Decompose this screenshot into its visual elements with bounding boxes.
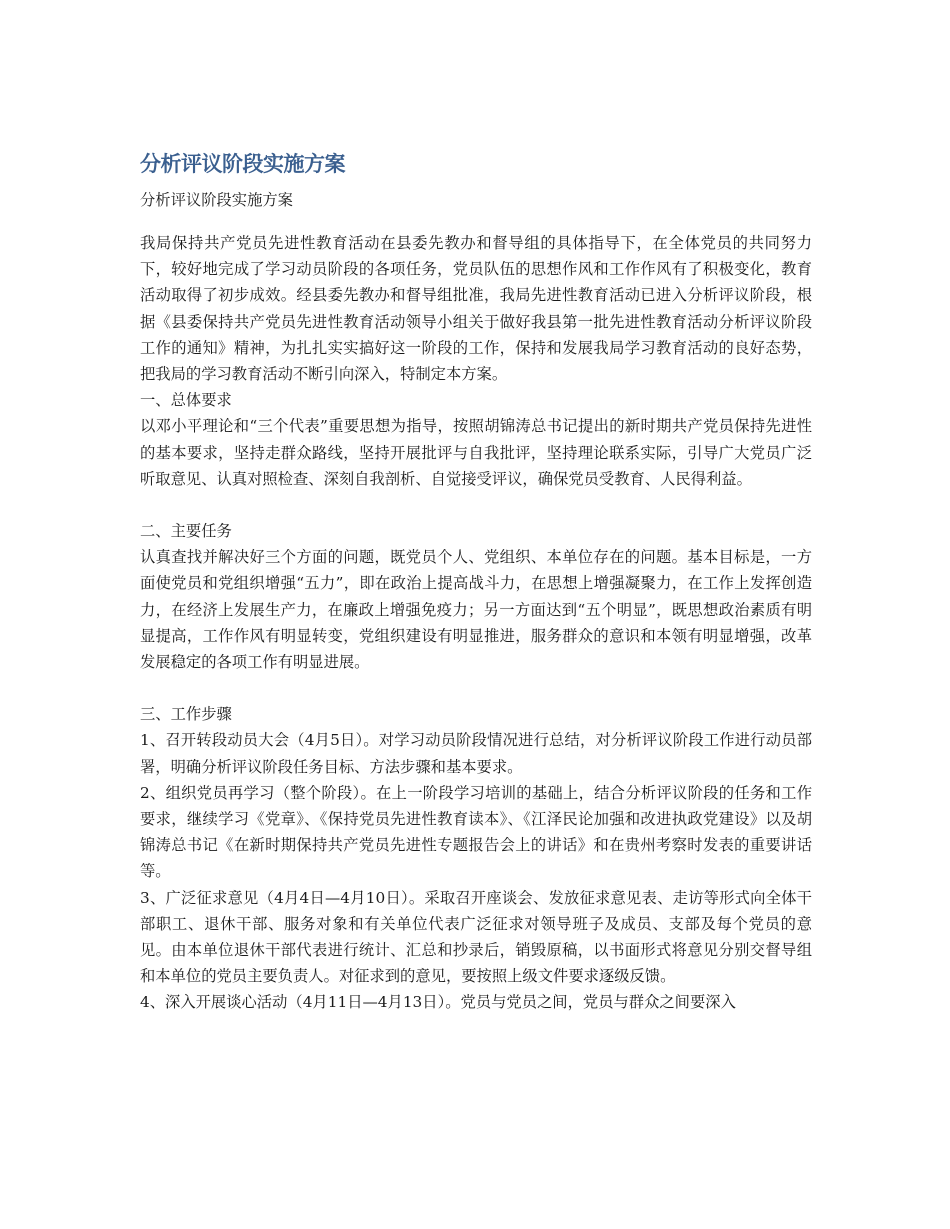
work-step-item: 3、广泛征求意见（4月4日—4月10日）。采取召开座谈会、发放征求意见表、走访等形式向全体干部职工、退休干部、服务对象和有关单位代表广泛征求对领导班子及成员、支部及每个党员的意见。由本单位退休干部代表进行统计、汇总和抄录后，销毁原稿，以书面形式将意见分别交督导组和本单位的党员主要负责人。对征求到的意见，要按照上级文件要求逐级反馈。 [140,888,812,986]
section-heading-work-steps: 三、工作步骤 [140,705,232,724]
paragraph-spacer [140,675,812,701]
work-step-item: 4、深入开展谈心活动（4月11日—4月13日）。党员与党员之间，党员与群众之间要深入 [140,993,736,1012]
intro-paragraph: 我局保持共产党员先进性教育活动在县委先教办和督导组的具体指导下，在全体党员的共同努力下，较好地完成了学习动员阶段的各项任务，党员队伍的思想作风和工作作风有了积极变化，教育活动取得了初步成效。经县委先教办和督导组批准，我局先进性教育活动已进入分析评议阶段，根据《县委保持共产党员先进性教育活动领导小组关于做好我县第一批先进性教育活动分析评议阶段工作的通知》精神，为扎扎实实搞好这一阶段的工作，保持和发展我局学习教育活动的良好态势，把我局的学习教育活动不断引向深入，特制定本方案。 [140,234,812,384]
document-subtitle: 分析评议阶段实施方案 [140,191,293,209]
section-heading-general-requirements: 一、总体要求 [140,391,232,410]
work-step-item: 1、召开转段动员大会（4月5日）。对学习动员阶段情况进行总结，对分析评议阶段工作进行动员部署，明确分析评议阶段任务目标、方法步骤和基本要求。 [140,731,812,776]
work-step-item: 2、组织党员再学习（整个阶段）。在上一阶段学习培训的基础上，结合分析评议阶段的任务和工作要求，继续学习《党章》、《保持党员先进性教育读本》、《江泽民论加强和改进执政党建设》以及胡锦涛总书记《在新时期保持共产党员先进性专题报告会上的讲话》和在贵州考察时发表的重要讲话等。 [140,783,812,881]
section-body-main-tasks: 认真查找并解决好三个方面的问题，既党员个人、党组织、本单位存在的问题。基本目标是，一方面使党员和党组织增强“五力”，即在政治上提高战斗力，在思想上增强凝聚力，在工作上发挥创造力，在经济上发展生产力，在廉政上增强免疫力；另一方面达到“五个明显”，既思想政治素质有明显提高，工作作风有明显转变，党组织建设有明显推进，服务群众的意识和本领有明显增强，改革发展稳定的各项工作有明显进展。 [140,548,812,672]
section-body-general-requirements: 以邓小平理论和“三个代表”重要思想为指导，按照胡锦涛总书记提出的新时期共产党员保持先进性的基本要求，坚持走群众路线，坚持开展批评与自我批评，坚持理论联系实际，引导广大党员广泛听取意见、认真对照检查、深刻自我剖析、自觉接受评议，确保党员受教育、人民得利益。 [140,417,812,488]
paragraph-spacer [140,492,812,518]
document-page [140,148,812,1016]
section-heading-main-tasks: 二、主要任务 [140,522,232,541]
document-title: 分析评议阶段实施方案 [140,152,345,176]
